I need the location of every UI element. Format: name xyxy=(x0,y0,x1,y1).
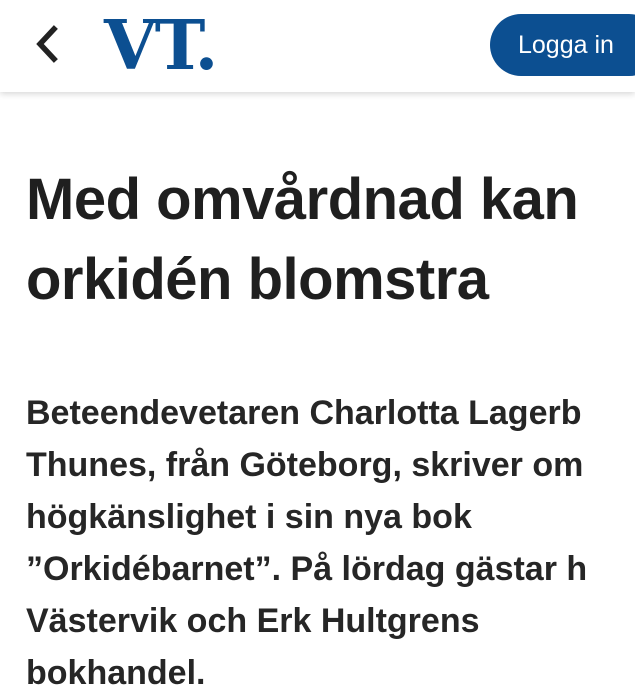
back-button[interactable] xyxy=(24,18,70,70)
top-bar xyxy=(0,0,635,92)
headline-line: Med omvårdnad kan xyxy=(26,167,579,232)
lead-line: Beteendevetaren Charlotta Lagerb xyxy=(26,394,582,432)
lead-line: Västervik och Erk Hultgrens xyxy=(26,602,480,640)
article-lead xyxy=(26,387,635,699)
headline-line: orkidén blomstra xyxy=(26,247,489,312)
lead-line: ”Orkidébarnet”. På lördag gästar h xyxy=(26,550,588,588)
article-headline xyxy=(26,160,635,320)
chevron-left-icon xyxy=(34,25,60,63)
lead-line: Thunes, från Göteborg, skriver om xyxy=(26,446,584,484)
lead-line: högkänslighet i sin nya bok xyxy=(26,498,472,536)
lead-line: bokhandel. xyxy=(26,654,206,692)
vt-logo[interactable]: VT. xyxy=(104,6,217,86)
article xyxy=(26,160,635,699)
login-button[interactable]: Logga in xyxy=(490,14,635,76)
